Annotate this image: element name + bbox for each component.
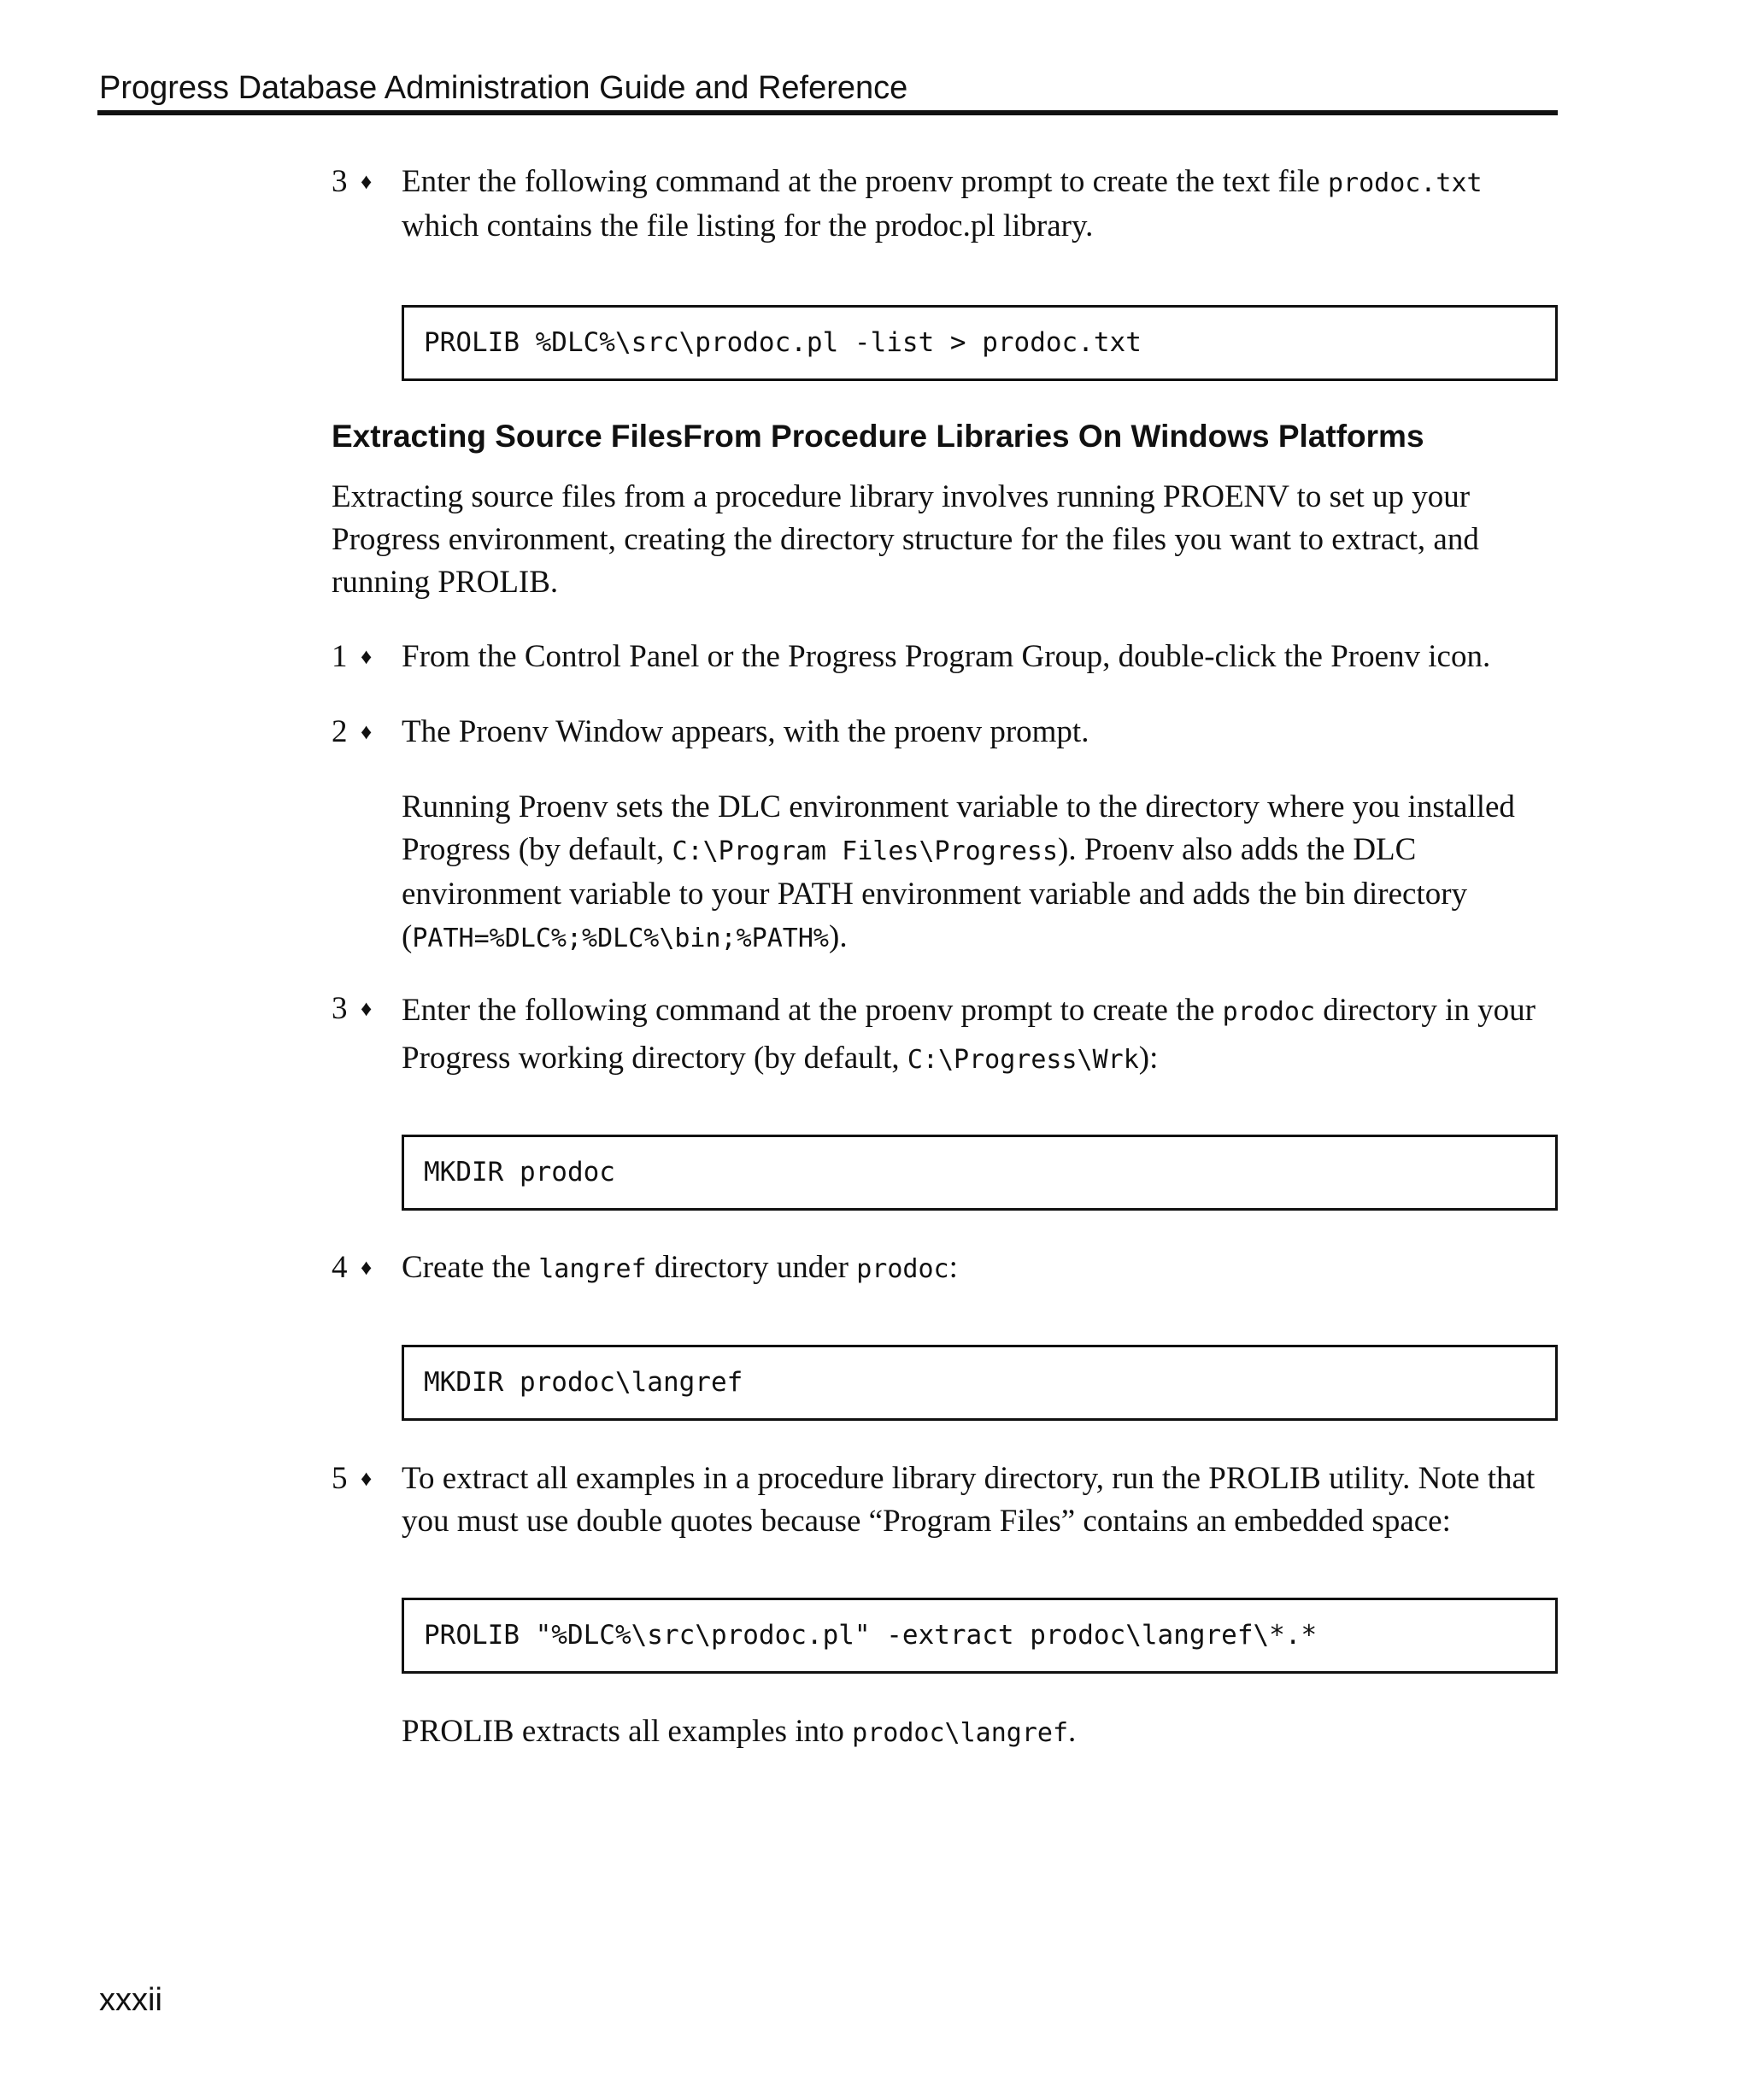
step-text: From the Control Panel or the Progress Program Group, double-click the Proenv icon. bbox=[402, 639, 1491, 674]
step-text: To extract all examples in a procedure library directory, run the PROLIB utility. Note that you must use double quotes because “Program Files” contains an embedded space: bbox=[402, 1461, 1536, 1539]
code-block-list bbox=[402, 305, 1558, 381]
inline-code: prodoc bbox=[1222, 997, 1316, 1027]
step-text-part: Enter the following command at the proenv prompt to create the text file bbox=[402, 164, 1328, 199]
step-number: 2 bbox=[332, 714, 348, 749]
step-text-part: which contains the file listing for the prodoc.pl library. bbox=[402, 208, 1094, 243]
step-text-part: ): bbox=[1138, 1041, 1159, 1076]
step-text bbox=[402, 1247, 1564, 1291]
step-text-part: Enter the following command at the proenv prompt to create the bbox=[402, 993, 1223, 1028]
note-text-part: Running Proenv sets the DLC environment variable to the directory where you installed Progress (by default, bbox=[402, 789, 1515, 867]
note-text-part: ). bbox=[829, 919, 848, 954]
inline-code: langref bbox=[538, 1254, 647, 1284]
code-text: MKDIR prodoc\langref bbox=[424, 1367, 743, 1398]
inline-code: C:\Progress\Wrk bbox=[907, 1045, 1139, 1075]
step-text bbox=[402, 161, 1564, 248]
code-block-mkdir-langref bbox=[402, 1345, 1558, 1421]
closing-paragraph bbox=[402, 1710, 1564, 1755]
step-number: 4 bbox=[332, 1250, 348, 1285]
step-number: 5 bbox=[332, 1461, 348, 1496]
step-number: 1 bbox=[332, 639, 348, 674]
step-number: 3 bbox=[332, 991, 348, 1026]
diamond-bullet-icon: ♦ bbox=[361, 1466, 373, 1491]
inline-code: prodoc bbox=[856, 1254, 949, 1284]
code-text: PROLIB "%DLC%\src\prodoc.pl" -extract prodoc\langref\*.* bbox=[424, 1620, 1318, 1651]
step-text: The Proenv Window appears, with the proenv prompt. bbox=[402, 714, 1089, 749]
code-text: MKDIR prodoc bbox=[424, 1157, 615, 1188]
code-block-mkdir-prodoc bbox=[402, 1135, 1558, 1211]
step-text bbox=[402, 988, 1564, 1083]
diamond-bullet-icon: ♦ bbox=[361, 169, 373, 194]
step-text-part: directory under bbox=[646, 1250, 857, 1285]
inline-code: prodoc.txt bbox=[1327, 168, 1483, 198]
header-rule bbox=[97, 110, 1558, 115]
inline-code: C:\Program Files\Progress bbox=[672, 836, 1059, 866]
note-text-part: ). Proenv also adds the DLC environment variable to your PATH environment variable and adds the bin directory ( bbox=[402, 832, 1468, 954]
step-number: 3 bbox=[332, 164, 348, 199]
intro-paragraph: Extracting source files from a procedure library involves running PROENV to set up your Progress environment, creating the directory structure for the files you want to extract, and running PROLIB. bbox=[332, 479, 1479, 600]
closing-text-part: PROLIB extracts all examples into bbox=[402, 1714, 853, 1749]
page-number: xxxii bbox=[99, 1982, 162, 2018]
inline-code: PATH=%DLC%;%DLC%\bin;%PATH% bbox=[412, 924, 829, 953]
step-text-part: : bbox=[948, 1250, 958, 1285]
code-block-extract bbox=[402, 1598, 1558, 1674]
inline-code: prodoc\langref bbox=[852, 1718, 1069, 1748]
page-header-title: Progress Database Administration Guide and Reference bbox=[99, 70, 908, 106]
diamond-bullet-icon: ♦ bbox=[361, 719, 373, 744]
diamond-bullet-icon: ♦ bbox=[361, 644, 373, 669]
code-text: PROLIB %DLC%\src\prodoc.pl -list > prodoc.txt bbox=[424, 327, 1142, 358]
section-heading: Extracting Source FilesFrom Procedure Libraries On Windows Platforms bbox=[332, 419, 1424, 454]
diamond-bullet-icon: ♦ bbox=[361, 1255, 373, 1280]
closing-text-part: . bbox=[1068, 1714, 1077, 1749]
step-text-part: directory in your Progress working directory (by default, bbox=[402, 993, 1536, 1076]
step-text-part: Create the bbox=[402, 1250, 539, 1285]
step-2-note bbox=[402, 786, 1564, 960]
diamond-bullet-icon: ♦ bbox=[361, 996, 373, 1021]
